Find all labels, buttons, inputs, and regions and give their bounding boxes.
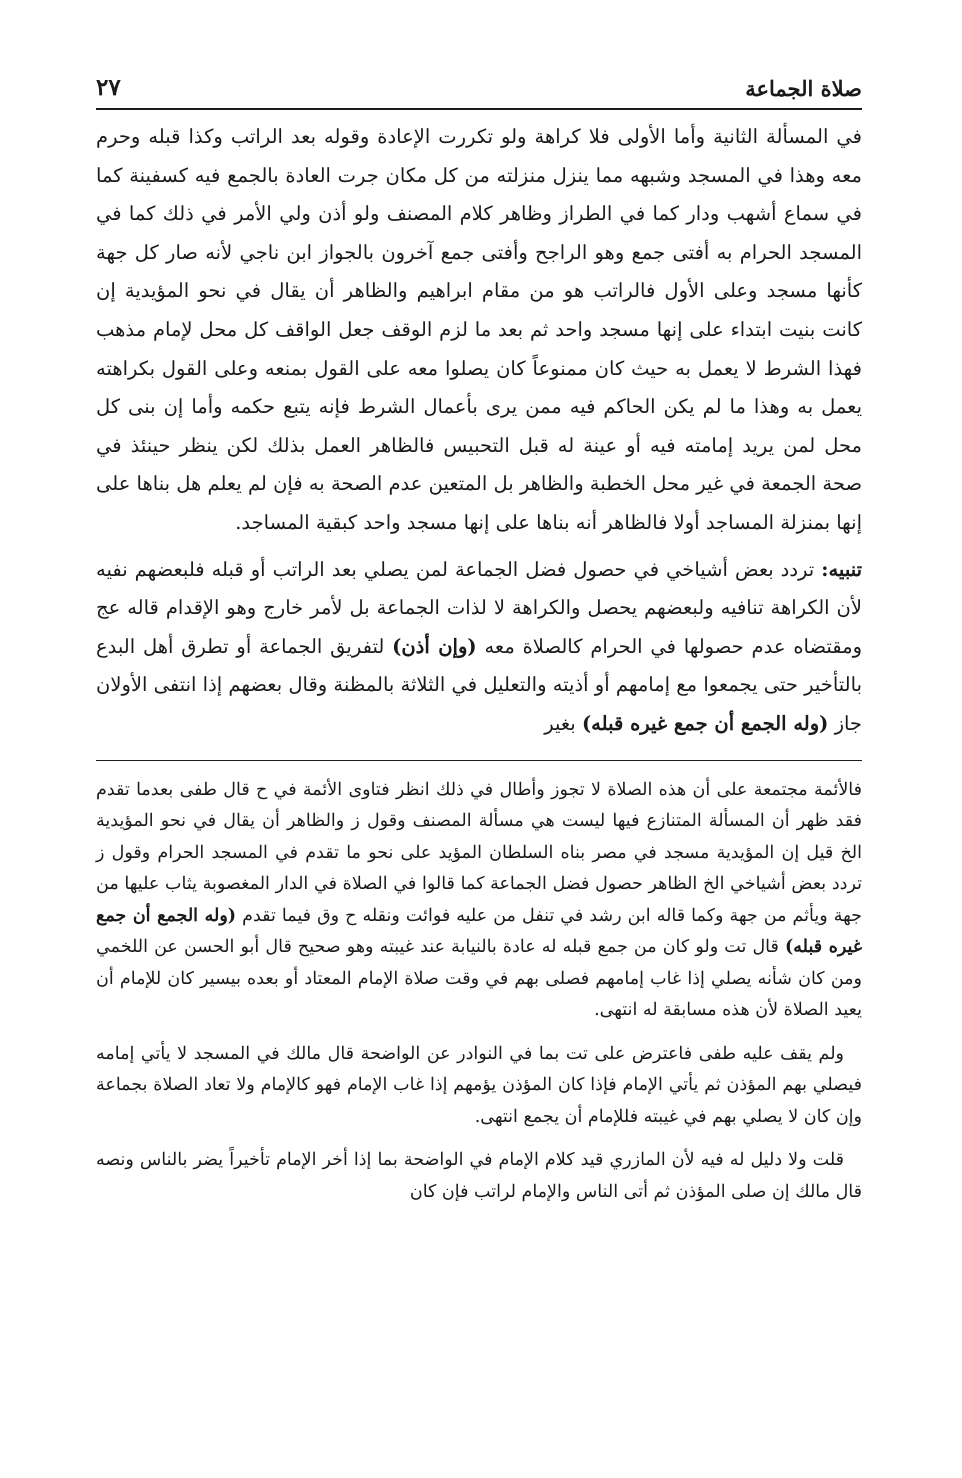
chapter-title: صلاة الجماعة [733, 76, 862, 101]
note-text-part: بغير [544, 711, 576, 735]
main-text [96, 118, 862, 744]
note-paragraph [96, 551, 862, 744]
main-paragraph: في المسألة الثانية وأما الأولى فلا كراهة ولو تكررت الإعادة وقوله بعد الراتب وكذا قبله وحرم معه وهذا في المسجد وشبهه مما ينزل منزلته من كل مكان جرت العادة بالجمع فيه كسفينة كما في سماع أشهب ودار كما في الطراز وظاهر كلام المصنف ولو أذن ولي الأمر في ذلك كما في المسجد الحرام به أفتى جمع وهو الراجح وأفتى جمع آخرون بالجواز ابن ناجي لأنه صار كل جهة كأنها مسجد وعلى الأول فالراتب هو من مقام ابراهيم والظاهر أن يقال في نحو المؤيدية إن كانت بنيت ابتداء على إنها مسجد واحد ثم بعد ما لزم الوقف جعل الواقف كل محل لإمام مذهب فهذا الشرط لا يعمل به حيث كان ممنوعاً كان يصلوا معه على القول بمنعه وعلى القول بكراهته يعمل به وهذا ما لم يكن الحاكم فيه ممن يرى بأعمال الشرط فإنه يتبع حكمه وأما إن بنى كل محل لمن يريد إمامته فيه أو عينة له قبل التحبيس فالظاهر العمل بذلك لكن ينظر حينئذ في صحة الجمعة في غير محل الخطبة والظاهر بل المتعين عدم الصحة به فإن لم يعلم هل بناها على إنها بمنزلة المساجد أولا فالظاهر أنه بناها على إنها مسجد واحد كبقية المساجد. [96, 125, 862, 534]
footnotes [96, 775, 862, 1209]
footnote-text-part: فالأئمة مجتمعة على أن هذه الصلاة لا تجوز وأطال في ذلك انظر فتاوى الأئمة في ح قال طفى بعدما تقدم فقد ظهر أن المسألة المتنازع فيها ليست هي مسألة المصنف وقول ز والظاهر أن يقال في نحو المؤيدية الخ قيل إن المؤيدية مسجد في مصر بناه السلطان المؤيد على نحو ما تقدم في المسجد الحرام وقول ز تردد بعض أشياخي الخ الظاهر حصول فضل الجماعة كما قالوا في الصلاة في الدار المغصوبة يثاب عليها من جهة ويأثم من جهة وكما قاله ابن رشد في تنفل من عليه فوائت ونقله ح وق فيما تقدم [96, 779, 863, 926]
footnote-paragraph [96, 775, 862, 1027]
book-page [96, 70, 862, 1208]
quoted-matn: (وإن أذن) [392, 634, 477, 658]
note-text-part: تردد بعض أشياخي في حصول فضل الجماعة لمن يصلي بعد الراتب أو قبله فلبعضهم نفيه لأن الكراهة تنافيه ولبعضهم يحصل والكراهة لا لذات الجماعة بل لأمر خارج وهو الإقدام قاله عج ومقتضاه عدم حصولها في الحرام كالصلاة معه [96, 557, 862, 658]
note-label: تنبيه: [821, 557, 863, 581]
page-number: ٢٧ [96, 74, 133, 101]
quoted-matn: (وله الجمع أن جمع غيره قبله) [581, 711, 829, 735]
note-text-part: لتفريق الجماعة أو تطرق أهل البدع بالتأخير حتى يجمعوا مع إمامهم أو أذيته والتعليل في الثلاثة بالمظنة وقال بعضهم إذا انتفى الأولان جاز [96, 634, 862, 735]
footnote-paragraph: ولم يقف عليه طفى فاعترض على تت بما في النوادر عن الواضحة قال مالك في المسجد لا يأتي إمامه فيصلي بهم المؤذن ثم يأتي الإمام فإذا كان المؤذن يؤمهم إذا غاب الإمام فهو كالإمام ولا تعاد الصلاة بجماعة وإن كان لا يصلي بهم في غيبته فللإمام أن يجمع انتهى. [96, 1043, 862, 1127]
quoted-matn: (وله الجمع أن جمع غيره قبله) [96, 905, 862, 957]
footnote-separator [96, 760, 862, 761]
footnote-text-part: قال تت ولو كان من جمع قبله له عادة بالنيابة عند غيبته وهو صحيح قال أبو الحسن عن اللخمي ومن كان شأنه يصلي إذا غاب إمامهم فصلى بهم في وقت صلاة الإمام المعتاد أو بعده بيسير كان للإمام أن يعيد الصلاة لأن هذه مسابقة له انتهى. [96, 937, 862, 1020]
footnote-paragraph: قلت ولا دليل له فيه لأن المازري قيد كلام الإمام في الواضحة بما إذا أخر الإمام تأخيراً يضر بالناس ونصه قال مالك إن صلى المؤذن ثم أتى الناس والإمام لراتب فإن كان [96, 1150, 862, 1202]
running-header [96, 70, 862, 110]
